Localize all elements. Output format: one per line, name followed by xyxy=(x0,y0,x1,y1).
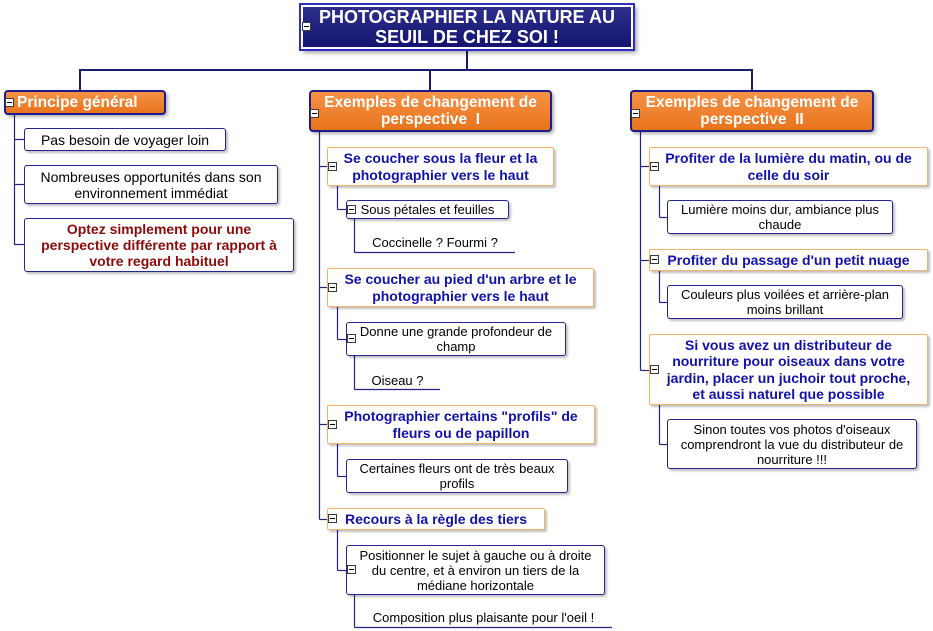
topic-pas-besoin-de-voyager xyxy=(24,128,226,151)
subtopic-sinon-toutes-vos-photos xyxy=(667,419,917,469)
topic-se-coucher-au-pied-arbre xyxy=(327,268,594,307)
note-oiseau: Oiseau ? xyxy=(371,373,424,388)
collapse-minus-icon[interactable] xyxy=(650,365,659,374)
topic-text: Se coucher au pied d'un arbre et le photographier vers le haut xyxy=(344,271,577,304)
collapse-minus-icon[interactable] xyxy=(650,162,659,171)
collapse-minus-icon[interactable] xyxy=(328,420,337,429)
subtopic-sous-petales xyxy=(346,200,509,219)
subtopic-text: Lumière moins dur, ambiance plus chaude xyxy=(681,202,879,232)
topic-text: Se coucher sous la fleur et la photographier vers le haut xyxy=(343,150,538,183)
collapse-minus-icon[interactable] xyxy=(5,98,14,107)
collapse-minus-icon[interactable] xyxy=(347,334,356,343)
collapse-minus-icon[interactable] xyxy=(347,565,356,574)
topic-lumiere-matin-soir xyxy=(649,147,928,186)
subtopic-text: Couleurs plus voilées et arrière-plan moins brillant xyxy=(680,287,890,317)
collapse-minus-icon[interactable] xyxy=(302,22,311,31)
topic-text: Pas besoin de voyager loin xyxy=(40,131,210,148)
topic-text: Si vous avez un distributeur de nourriture pour oiseaux dans votre jardin, placer un juchoir tout proche, et aussi naturel que possible xyxy=(666,336,911,402)
note-composition: Composition plus plaisante pour l'oeil ! xyxy=(372,610,595,625)
collapse-minus-icon[interactable] xyxy=(631,109,640,118)
topic-text: Photographier certains "profils" de fleurs ou de papillon xyxy=(344,408,578,441)
collapse-minus-icon[interactable] xyxy=(347,205,356,214)
note-coccinelle-fourmi: Coccinelle ? Fourmi ? xyxy=(372,235,498,250)
topic-text: Profiter du passage d'un petit nuage xyxy=(667,251,910,268)
branch-title: Exemples de changement de perspective II xyxy=(645,94,859,128)
branch-perspective-2 xyxy=(630,90,874,132)
collapse-minus-icon[interactable] xyxy=(310,109,319,118)
collapse-minus-icon[interactable] xyxy=(328,162,337,171)
subtopic-lumiere-moins-dur xyxy=(667,200,893,234)
branch-title: Principe général xyxy=(17,94,138,111)
topic-regle-des-tiers xyxy=(327,508,545,530)
subtopic-text: Sous pétales et feuilles xyxy=(360,202,495,217)
topic-photographier-profils xyxy=(327,405,595,444)
branch-principe-general xyxy=(4,90,166,115)
topic-nombreuses-opportunites xyxy=(24,165,278,204)
topic-optez-simplement xyxy=(24,218,294,272)
subtopic-text: Positionner le sujet à gauche ou à droite du centre, et à environ un tiers de la médiane horizontale xyxy=(359,547,592,593)
topic-text: Optez simplement pour une perspective différente par rapport à votre regard habituel xyxy=(41,221,277,269)
subtopic-profondeur-de-champ xyxy=(346,322,566,356)
collapse-minus-icon[interactable] xyxy=(328,514,337,523)
topic-distributeur-nourriture xyxy=(649,334,928,405)
branch-perspective-1 xyxy=(309,90,552,132)
topic-se-coucher-sous-la-fleur xyxy=(327,147,554,186)
subtopic-text: Sinon toutes vos photos d'oiseaux comprendront la vue du distributeur de nourriture !!! xyxy=(680,421,904,467)
subtopic-couleurs-voilees xyxy=(667,285,903,319)
branch-title: Exemples de changement de perspective I xyxy=(324,94,537,128)
root-title: PHOTOGRAPHIER LA NATURE AU SEUIL DE CHEZ SOI ! xyxy=(318,7,615,47)
subtopic-text: Certaines fleurs ont de très beaux profils xyxy=(359,461,555,491)
subtopic-positionner-le-sujet xyxy=(346,545,605,595)
collapse-minus-icon[interactable] xyxy=(650,255,659,264)
topic-petit-nuage xyxy=(649,249,928,271)
subtopic-beaux-profils xyxy=(346,459,568,493)
root-topic xyxy=(301,5,633,49)
topic-text: Nombreuses opportunités dans son environnement immédiat xyxy=(40,168,262,201)
topic-text: Profiter de la lumière du matin, ou de celle du soir xyxy=(665,150,912,183)
collapse-minus-icon[interactable] xyxy=(328,283,337,292)
subtopic-text: Donne une grande profondeur de champ xyxy=(359,324,553,354)
topic-text: Recours à la règle des tiers xyxy=(344,510,528,527)
